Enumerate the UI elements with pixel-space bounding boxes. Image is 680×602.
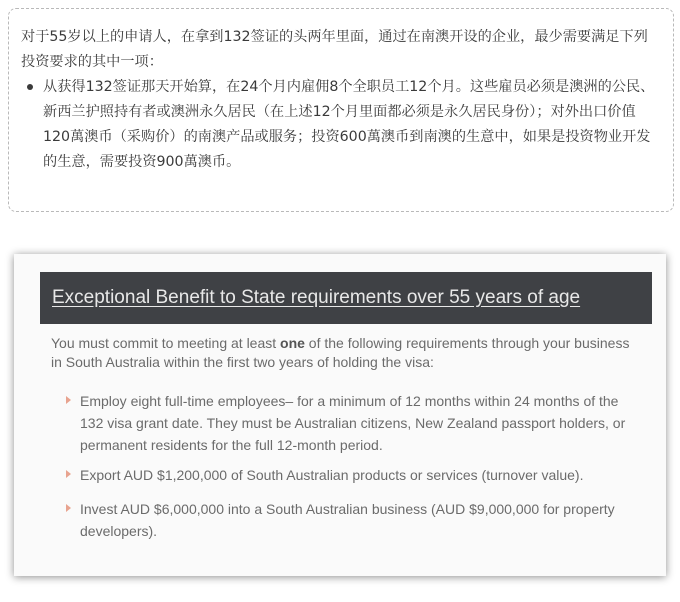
chinese-bullet-list <box>21 75 661 175</box>
intro-emphasis: one <box>280 335 305 351</box>
list-item <box>43 75 661 175</box>
chevron-right-icon <box>66 470 71 478</box>
requirement-text: Export AUD $1,200,000 of South Australian products or services (turnover value). <box>80 467 584 483</box>
chevron-right-icon <box>66 396 71 404</box>
card-header-bar <box>40 272 652 324</box>
chinese-bullet-text: 从获得132签证那天开始算，在24个月内雇佣8个全职员工12个月。这些雇员必须是澳洲的公民、新西兰护照持有者或澳洲永久居民（在上述12个月里面都必须是永久居民身份）；对外出口价值120萬澳币（采购价）的南澳产品或服务；投资600萬澳币到南澳的生意中，如果是投资物业开发的生意，需要投资900萬澳币。 <box>43 79 655 170</box>
bullet-dot-icon <box>27 84 33 90</box>
requirement-export <box>80 464 640 486</box>
chinese-summary-box <box>8 8 674 212</box>
chevron-right-icon <box>66 504 71 512</box>
requirement-text: Invest AUD $6,000,000 into a South Australian business (AUD $9,000,000 for property developers). <box>80 501 615 539</box>
chinese-intro-text: 对于55岁以上的申请人，在拿到132签证的头两年里面，通过在南澳开设的企业，最少需要满足下列投资要求的其中一项： <box>21 29 648 70</box>
requirements-card-image <box>14 254 666 576</box>
card-intro-text <box>51 334 631 372</box>
intro-text-part: You must commit to meeting at least <box>51 335 281 351</box>
card-title: Exceptional Benefit to State requirements over 55 years of age <box>52 287 581 308</box>
requirement-invest <box>80 498 640 542</box>
requirement-employ <box>80 390 640 456</box>
requirement-text: Employ eight full-time employees– for a minimum of 12 months within 24 months of the 132 visa grant date. They must be Australian citizens, New Zealand passport holders, or permanent residents for the full 12-month period. <box>80 393 626 453</box>
intro-text-part: of the following requirements through your business in South Australia within the first two years of holding the visa: <box>51 335 630 370</box>
